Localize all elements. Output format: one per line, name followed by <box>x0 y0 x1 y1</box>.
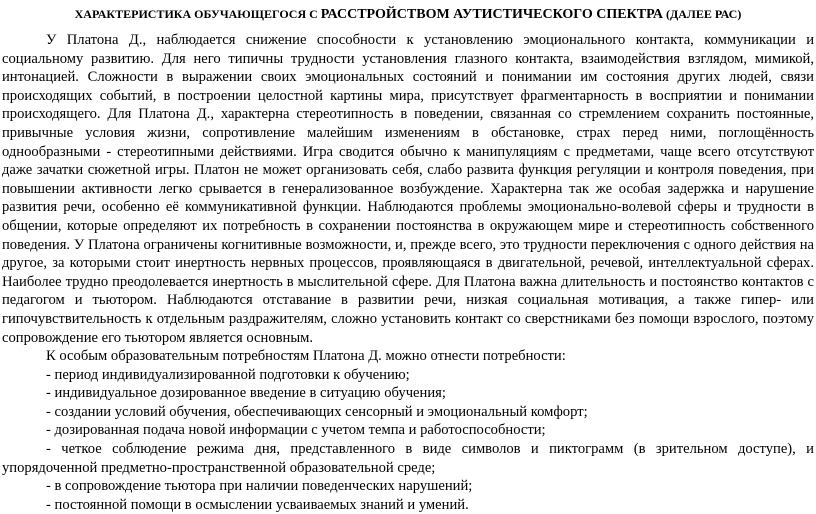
heading-part-3: (ДАЛЕЕ РАС) <box>662 7 742 21</box>
document-body <box>2 31 814 514</box>
list-item: - индивидуальное дозированное введение в ситуацию обучения; <box>46 385 446 402</box>
characteristic-paragraph: У Платона Д., наблюдается снижение способности к установлению эмоционального контакта, коммуникации и социальному развитию. Для него типичны трудности установления глазного контакта, взаимодействия взглядом, мимикой, интонацией. Сложности в выражении своих эмоциональных состояний и понимании им состояния других людей, связи происходящих событий, в построении целостной картины мира, присутствует фрагментарность в восприятии и понимании происходящего. Для Платона Д., характерна стереотипность в поведении, связанная со стремлением сохранить постоянные, привычные условия жизни, сопротивление малейшим изменениям в обстановке, страх перед ними, поглощённость однообразными - стереотипными действиями. Игра сводится обычно к манипуляциям с предметами, чаще всего отсутствуют даже зачатки сюжетной игры. Платон не может организовать себя, слабо развита функция регуляции и контроля поведения, при повышении активности легко срывается в генерализованное возбуждение. Характерна так же особая задержка и нарушение развития речи, особенно её коммуникативной функции. Наблюдаются проблемы эмоционально-волевой сферы и трудности в общении, которые определяют их потребность в сохранении постоянства в окружающем мире и стереотипность собственного поведения. У Платона ограничены когнитивные возможности, и, прежде всего, это трудности переключения с одного действия на другое, за которыми стоит инертность нервных процессов, проявляющаяся в двигательной, речевой, интеллектуальной сферах. Наиболее трудно преодолевается инертность в мыслительной сфере. Для Платона важна длительность и постоянство контактов с педагогом и тьютором. Наблюдаются отставание в развитии речи, низкая социальная мотивация, а также гипер- или гипочувствительность к отдельным раздражителям, сложно установить контакт со сверстниками без помощи взрослого, поэтому сопровождение его тьютором является основным. <box>2 32 814 346</box>
list-item: - четкое соблюдение режима дня, представленного в виде символов и пиктограмм (в зрительном доступе), и упорядоченной предметно-пространственной образовательной среде; <box>2 441 814 476</box>
heading-part-1: ХАРАКТЕРИСТИКА ОБУЧАЮЩЕГОСЯ С <box>74 7 321 21</box>
needs-list <box>2 366 814 514</box>
list-item: - период индивидуализированной подготовки к обучению; <box>46 366 410 383</box>
needs-intro-paragraph: К особым образовательным потребностям Платона Д. можно отнести потребности: <box>46 348 566 365</box>
list-item: - постоянной помощи в осмыслении усваиваемых знаний и умений. <box>46 496 469 513</box>
list-item: - в сопровождение тьютора при наличии поведенческих нарушений; <box>46 478 473 495</box>
list-item: - дозированная подача новой информации с учетом темпа и работоспособности; <box>46 422 546 439</box>
heading-part-2: РАССТРОЙСТВОМ АУТИСТИЧЕСКОГО СПЕКТРА <box>320 7 663 22</box>
list-item: - создании условий обучения, обеспечивающих сенсорный и эмоциональный комфорт; <box>46 403 588 420</box>
document-heading <box>2 6 814 23</box>
